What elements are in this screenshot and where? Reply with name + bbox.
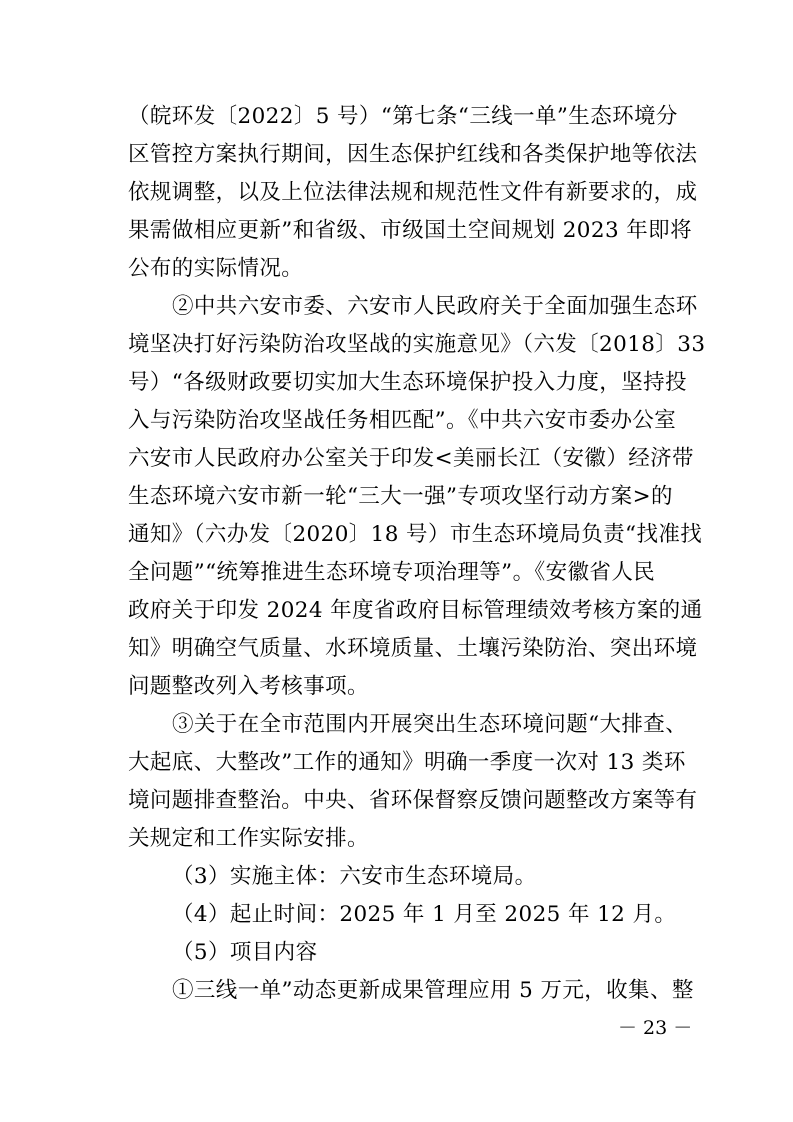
text-line: 公布的实际情况。 [128, 256, 304, 281]
page-number: － 23 － [618, 1017, 693, 1039]
text-line: 政府关于印发 2024 年度省政府目标管理绩效考核方案的通 [128, 598, 703, 623]
paragraph-start-line: ②中共六安市委、六安市人民政府关于全面加强生态环 [172, 294, 698, 319]
paragraph-start-line: ①三线一单”动态更新成果管理应用 5 万元，收集、整 [172, 978, 694, 1003]
text-line: 关规定和工作实际安排。 [128, 826, 369, 851]
text-line: 六安市人民政府办公室关于印发<美丽长江（安徽）经济带 [128, 446, 694, 471]
paragraph-start-line: （4）起止时间：2025 年 1 月至 2025 年 12 月。 [172, 902, 677, 927]
text-line: 大起底、大整改”工作的通知》明确一季度一次对 13 类环 [128, 750, 686, 775]
text-line: 境问题排查整治。中央、省环保督察反馈问题整改方案等有 [128, 788, 698, 813]
paragraph-start-line: （3）实施主体：六安市生态环境局。 [172, 864, 537, 889]
paragraph-start-line: （5）项目内容 [172, 940, 318, 965]
text-line: 境坚决打好污染防治攻坚战的实施意见》（六发〔2018〕33 [128, 332, 706, 357]
text-line: 生态环境六安市新一轮“三大一强”专项攻坚行动方案>的 [128, 484, 673, 509]
text-line: 通知》（六办发〔2020〕18 号）市生态环境局负责“找准找 [128, 522, 703, 547]
text-line: 区管控方案执行期间，因生态保护红线和各类保护地等依法 [128, 142, 698, 167]
text-line: 依规调整，以及上位法律法规和规范性文件有新要求的，成 [128, 180, 698, 205]
text-line: 号）“各级财政要切实加大生态环境保护投入力度，坚持投 [128, 370, 687, 395]
text-line: 知》明确空气质量、水环境质量、土壤污染防治、突出环境 [128, 636, 698, 661]
paragraph-start-line: ③关于在全市范围内开展突出生态环境问题“大排查、 [172, 712, 688, 737]
text-line: 入与污染防治攻坚战任务相匹配”。《中共六安市委办公室 [128, 408, 677, 433]
text-line: （皖环发〔2022〕5 号）“第七条“三线一单”生态环境分 [128, 104, 678, 129]
text-line: 果需做相应更新”和省级、市级国土空间规划 2023 年即将 [128, 218, 692, 243]
text-line: 问题整改列入考核事项。 [128, 674, 369, 699]
text-line: 全问题”“统筹推进生态环境专项治理等”。《安徽省人民 [128, 560, 656, 585]
